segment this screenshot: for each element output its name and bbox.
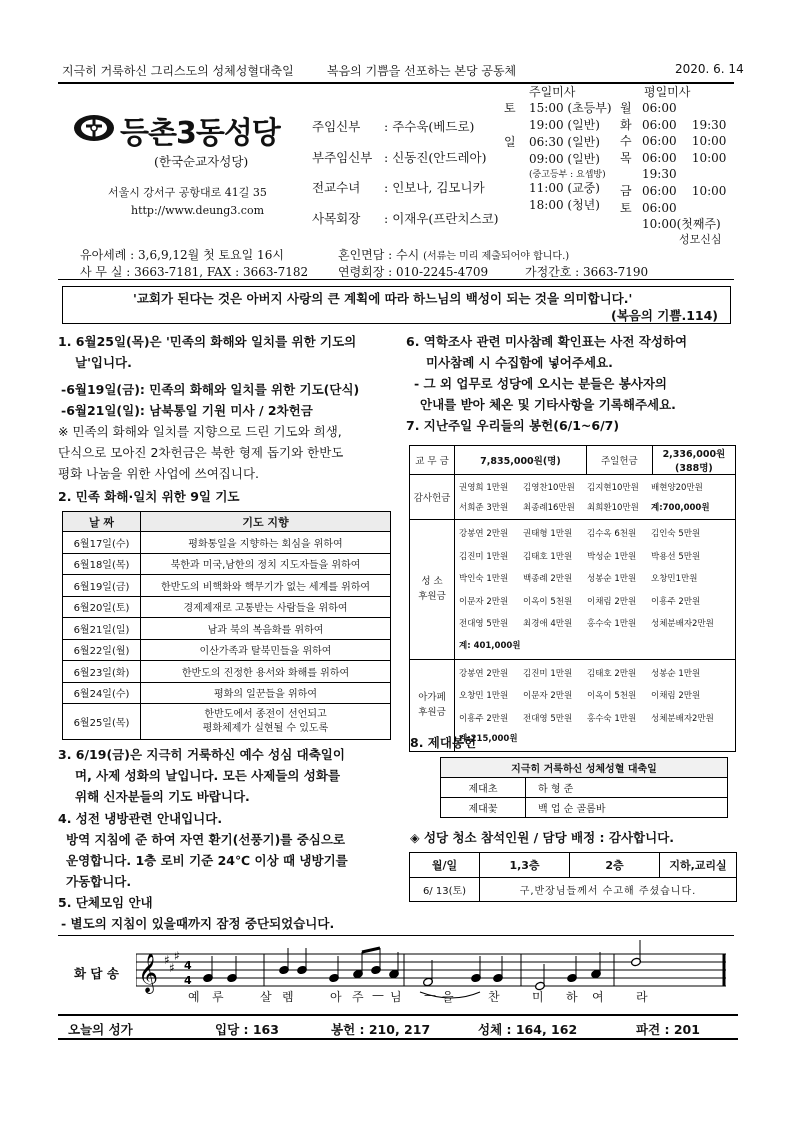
seong-label-2: 후원금: [418, 591, 446, 603]
prayer-table: [62, 511, 391, 740]
prayer-intention: 북한과 미국,남한의 정치 지도자들을 위하여: [141, 553, 391, 575]
offering-entry: 이옥이 5천원: [587, 691, 637, 702]
offering-entry: 성체분배자2만원: [651, 619, 714, 630]
offering-entry: 이채림 2만원: [651, 691, 701, 702]
agape-list: [459, 662, 731, 730]
weekday-day: 월: [620, 101, 632, 115]
time-sig-top: 4: [184, 959, 192, 972]
notice-4c: 가동합니다.: [66, 874, 132, 889]
quote-box: [62, 286, 731, 324]
weekday-mass-row: [620, 133, 726, 150]
offering-entry: 성체분배자2만원: [651, 713, 714, 724]
altar-row-1-value: 하 형 준: [526, 778, 728, 798]
offering-row: [459, 497, 731, 517]
prayer-intention: 이산가족과 탈북민들을 위하여: [141, 639, 391, 661]
staff-council: 사목회장 : 이재우(프란치스코): [312, 210, 499, 226]
prayer-date: 6월21일(일): [63, 618, 141, 640]
cleaning-title: ◈ 성당 청소 참석인원 / 담당 배정 : 감사합니다.: [410, 830, 675, 845]
weekday-day: 목: [620, 150, 632, 165]
weekday-times: 19:30: [642, 167, 677, 181]
header-date: 2020. 6. 14: [675, 62, 744, 76]
contact-league: 연령회장 : 010-2245-4709: [338, 265, 489, 279]
contact-marriage: 혼인면담 : 수시 (서류는 미리 제출되어야 합니다.): [338, 248, 570, 262]
cleaning-table: [409, 852, 737, 902]
weekday-mass-list: [620, 100, 726, 233]
offering-entry: 박성순 1만원: [587, 551, 637, 562]
prayer-date: 6월20일(토): [63, 596, 141, 618]
lyric-syllable: 님: [390, 990, 403, 1004]
hymn-offertory: 봉헌 : 210, 217: [331, 1022, 431, 1037]
notice-6c: - 그 외 업무로 성당에 오시는 분들은 봉사자의: [414, 376, 668, 391]
lyric-syllable: 여: [592, 990, 605, 1004]
clean-header-13: 1,3층: [480, 853, 570, 878]
lyric-syllable: 살: [260, 990, 273, 1004]
agape-total: 계:215,000원: [459, 734, 518, 744]
parish-address: 서울시 강서구 공항대로 41길 35: [108, 186, 267, 199]
lyric-syllable: 라: [636, 990, 649, 1004]
lyric-syllable: 아: [330, 990, 343, 1004]
altar-table: [440, 757, 728, 818]
clean-text: 구,반장님들께서 수고해 주셨습니다.: [480, 878, 737, 902]
prayer-intention: 평화의 일꾼들을 위하여: [141, 682, 391, 704]
contact-office: 사 무 실 : 3663-7181, FAX : 3663-7182: [80, 265, 309, 279]
notice-6d: 안내를 받아 체온 및 기타사항을 기록해주세요.: [420, 397, 676, 412]
weekday-mass-row: [620, 150, 726, 167]
offering-entry: 김태호 2만원: [587, 668, 637, 679]
sat-mass-1: 15:00 (초등부): [529, 101, 612, 115]
clean-header-basement: 지하,교리실: [660, 853, 737, 878]
offering-entry: 최종례16만원: [523, 503, 575, 513]
offering-entry: 서희준 3만원: [459, 503, 509, 513]
sun-mass-3: (중고등부 : 요셉방): [529, 170, 606, 180]
prayer-row: [63, 575, 391, 597]
weekday-times: 06:00: [642, 200, 677, 215]
weekday-day: 수: [620, 134, 632, 148]
notice-3b: 며, 사제 성화의 날입니다. 모든 사제들의 성화를: [75, 768, 341, 783]
prayer-row: [63, 596, 391, 618]
seong-list: [459, 522, 731, 635]
weekday-times: 06:00 19:30: [642, 117, 727, 132]
prayer-last-line-1: 한반도에서 종전이 선언되고: [204, 708, 327, 720]
thanks-label: 감사헌금: [410, 475, 455, 520]
lyric-syllable: 렘: [282, 990, 295, 1004]
prayer-intention: 한반도의 비핵화와 핵무기가 없는 세계를 위하여: [141, 575, 391, 597]
notice-5a: - 별도의 지침이 있을때까지 잠정 중단되었습니다.: [61, 916, 335, 931]
hymns-title: 오늘의 성가: [68, 1022, 133, 1037]
offering-entry: 성봉순 1만원: [651, 668, 701, 679]
offering-entry: 김진미 1만원: [459, 551, 509, 562]
prayer-last-date: 6월25일(목): [63, 704, 141, 740]
altar-title: 지극히 거룩하신 성체성혈 대축일: [441, 758, 728, 778]
sharp-3-icon: ♯: [174, 949, 180, 963]
notice-1c: -6월19일(금): 민족의 화해와 일치를 위한 기도(단식): [61, 382, 360, 397]
altar-row-2-label: 제대꽃: [441, 798, 526, 818]
notice-3c: 위해 신자분들의 기도 바랍니다.: [75, 789, 250, 804]
offering-row: [459, 477, 731, 497]
offering-entry: 이흥주 2만원: [459, 713, 509, 724]
weekday-mass-title: 평일미사: [644, 85, 691, 99]
prayer-intention: 평화통일을 지향하는 회심을 위하여: [141, 532, 391, 554]
prayer-header-date: 날 짜: [63, 512, 141, 532]
sharp-1-icon: ♯: [164, 953, 170, 967]
clean-header-2: 2층: [570, 853, 660, 878]
header-motto-1: 지극히 거룩하신 그리스도의 성체성혈대축일: [62, 64, 294, 78]
sat-mass-2: 19:00 (일반): [529, 118, 600, 132]
parish-website[interactable]: http://www.deung3.com: [131, 204, 264, 217]
offering-entry: 강봉연 2만원: [459, 529, 509, 540]
parish-name: 등촌3동성당: [120, 116, 280, 151]
agape-label-1: 아가페: [418, 692, 446, 704]
offering-entry: 계:700,000원: [651, 503, 710, 513]
offering-entry: 김태호 1만원: [523, 551, 573, 562]
offering-entry: 김지현10만원: [587, 483, 639, 493]
offering-entry: 전대영 5만원: [523, 713, 573, 724]
right-column: [406, 331, 736, 436]
weekday-times: 06:00 10:00: [642, 184, 727, 198]
prayer-date: 6월22일(월): [63, 639, 141, 661]
lyric-syllable: 찬: [488, 990, 501, 1004]
weekday-mass-row: [620, 216, 726, 233]
notice-1d: -6월21일(일): 남북통일 기원 미사 / 2차헌금: [61, 403, 313, 418]
offering-entry: 강봉연 2만원: [459, 668, 509, 679]
offering-row: [459, 567, 731, 590]
contact-nurse: 가정간호 : 3663-7190: [525, 265, 649, 279]
sun-mass-2: 09:00 (일반): [529, 152, 600, 166]
weekday-mass-row: [620, 117, 726, 134]
sun-mass-4: 11:00 (교중): [529, 181, 600, 195]
song-lyrics: [136, 988, 732, 1004]
prayer-row: [63, 618, 391, 640]
offering-entry: 오창민1만원: [651, 574, 698, 585]
lyric-syllable: 주: [352, 990, 365, 1004]
weekday-day: 금: [620, 184, 632, 198]
offering-entry: 홍수숙 1만원: [587, 713, 637, 724]
note-beam: [362, 948, 380, 952]
prayer-intention: 한반도의 진정한 용서와 화해를 위하여: [141, 661, 391, 683]
offering-entry: 김진미 1만원: [523, 668, 573, 679]
header-motto-2: 복음의 기쁨을 선포하는 본당 공동체: [327, 64, 517, 78]
seong-label-1: 성 소: [421, 576, 443, 588]
time-sig-bottom: 4: [184, 974, 192, 987]
sat-day: 토: [504, 101, 516, 115]
hymn-communion: 성체 : 164, 162: [478, 1022, 578, 1037]
altar-row-1-label: 제대초: [441, 778, 526, 798]
offering-row: [459, 522, 731, 545]
adoration: 성모신심: [679, 233, 722, 246]
offering-entry: 권영희 1만원: [459, 483, 509, 493]
notice-5: 5. 단체모임 안내: [58, 895, 153, 910]
notice-4: 4. 성전 냉방관련 안내입니다.: [58, 811, 223, 826]
prayer-last-line-2: 평화체제가 실현될 수 있도록: [202, 722, 329, 734]
juil-label: 주일헌금: [586, 446, 652, 475]
offering-row: [459, 612, 731, 635]
lyric-syllable: 예: [188, 990, 201, 1004]
prayer-date: 6월18일(목): [63, 553, 141, 575]
offering-entry: 이문자 2만원: [523, 691, 573, 702]
hymns-bar: [58, 1014, 738, 1040]
offering-entry: 백종례 2만원: [523, 574, 573, 585]
hymn-dismissal: 파견 : 201: [636, 1022, 700, 1037]
offering-entry: 박용선 5만원: [651, 551, 701, 562]
notice-1e: ※ 민족의 화해와 일치를 지향으로 드린 기도와 희생,: [58, 424, 342, 439]
offering-entry: 이채림 2만원: [587, 596, 637, 607]
offering-entry: 김영찬10만원: [523, 483, 575, 493]
notice-3a: 3. 6/19(금)은 지극히 거룩하신 예수 성심 대축일이: [58, 747, 345, 762]
song-label: 화 답 송: [74, 966, 119, 981]
offering-row: [459, 590, 731, 613]
treble-clef-icon: 𝄞: [138, 953, 159, 993]
parish-subtitle: (한국순교자성당): [154, 154, 249, 169]
hymn-entrance: 입당 : 163: [215, 1022, 279, 1037]
notice-8: 8. 제대봉헌: [410, 735, 477, 750]
offering-entry: 성봉순 1만원: [587, 574, 637, 585]
offering-entry: 박인숙 1만원: [459, 574, 509, 585]
left-column-lower: [58, 744, 393, 934]
weekday-day: 화: [620, 117, 632, 132]
weekday-day: 토: [620, 200, 632, 215]
offering-row: [459, 662, 731, 685]
clean-date: 6/ 13(토): [410, 878, 480, 902]
prayer-intention: 남과 북의 복음화를 위하여: [141, 618, 391, 640]
lyric-syllable: 하: [566, 990, 579, 1004]
prayer-row: [63, 553, 391, 575]
seong-total: 계: 401,000원: [459, 640, 521, 651]
weekday-mass-row: [620, 200, 726, 217]
offering-entry: 권태형 1만원: [523, 529, 573, 540]
staff-list: [312, 112, 499, 234]
offering-entry: 최경애 4만원: [523, 619, 573, 630]
juil-value: 2,336,000원(388명): [652, 446, 735, 475]
notice-4a: 방역 지침에 준 하여 자연 환기(선풍기)를 중심으로: [66, 832, 346, 847]
notice-6a: 6. 역학조사 관련 미사참례 확인표는 사전 작성하여: [406, 334, 688, 349]
weekday-mass-row: [620, 166, 726, 183]
notice-1f: 단식으로 모아진 2차헌금은 북한 형제 돕기와 한반도: [58, 445, 344, 460]
notice-1a: 1. 6월25일(목)은 '민족의 화해와 일치를 위한 기도의: [58, 334, 357, 349]
offering-entry: 배현양20만원: [651, 483, 703, 493]
quote-source: (복음의 기쁨.114): [611, 308, 718, 323]
contact-baptism: 유아세례 : 3,6,9,12월 첫 토요일 16시: [80, 248, 284, 262]
kyomu-value: 7,835,000원(명): [455, 446, 587, 475]
weekday-times: 10:00(첫째주): [642, 217, 721, 231]
prayer-row: [63, 532, 391, 554]
left-column: [58, 331, 390, 507]
kyomu-label: 교 무 금: [410, 446, 455, 475]
lyric-syllable: 을: [442, 990, 455, 1004]
offering-row: [459, 707, 731, 730]
prayer-date: 6월24일(수): [63, 682, 141, 704]
weekday-times: 06:00 10:00: [642, 134, 727, 148]
notice-1g: 평화 나눔을 위한 사업에 쓰여집니다.: [58, 466, 259, 481]
sun-mass-5: 18:00 (청년): [529, 198, 600, 212]
prayer-header-intention: 기도 지향: [141, 512, 391, 532]
clean-header-date: 월/일: [410, 853, 480, 878]
prayer-intention: 경제제재로 고통받는 사람들을 위하여: [141, 596, 391, 618]
weekday-mass-row: [620, 100, 726, 117]
staff-assistant: 부주임신부 : 신동진(안드레아): [312, 149, 487, 165]
offering-entry: 김수옥 6천원: [587, 529, 637, 540]
sun-day: 일: [504, 135, 516, 149]
agape-label-2: 후원금: [418, 707, 446, 719]
lyric-syllable: —: [424, 988, 437, 1002]
offering-entry: 전대영 5만원: [459, 619, 509, 630]
sharp-2-icon: ♯: [169, 961, 175, 975]
parish-logo-icon: [72, 113, 116, 143]
notice-7: 7. 지난주일 우리들의 봉헌(6/1~6/7): [406, 418, 620, 433]
prayer-row: [63, 639, 391, 661]
prayer-date: 6월23일(화): [63, 661, 141, 683]
weekday-mass-row: [620, 183, 726, 200]
offering-entry: 이문자 2만원: [459, 596, 509, 607]
notice-6b: 미사참례 시 수집함에 넣어주세요.: [426, 355, 613, 370]
weekday-times: 06:00: [642, 101, 677, 115]
offering-entry: 이흥주 2만원: [651, 596, 701, 607]
offering-entry: 이옥이 5천원: [523, 596, 573, 607]
weekday-times: 06:00 10:00: [642, 150, 727, 165]
offering-row: [459, 684, 731, 707]
lyric-syllable: 루: [212, 990, 225, 1004]
staff-pastor: 주임신부 : 주수욱(베드로): [312, 119, 475, 134]
quote-text: '교회가 된다는 것은 아버지 사랑의 큰 계획에 따라 하느님의 백성이 되는 것을 의미합니다.': [133, 291, 633, 306]
altar-row-2-value: 백 업 순 골롬바: [526, 798, 728, 818]
prayer-date: 6월17일(수): [63, 532, 141, 554]
staff-sisters: 전교수녀 : 인보나, 김모니카: [312, 180, 485, 195]
offering-entry: 오창민 1만원: [459, 691, 509, 702]
notice-4b: 운영합니다. 1층 로비 기준 24℃ 이상 때 냉방기를: [66, 853, 348, 868]
offering-entry: 김인숙 5만원: [651, 529, 701, 540]
offering-entry: 홍수숙 1만원: [587, 619, 637, 630]
offering-table: [409, 445, 736, 752]
notice-2: 2. 민족 화해·일치 위한 9일 기도: [58, 489, 240, 504]
thanks-list: [459, 477, 731, 517]
lyric-syllable: 미: [532, 990, 545, 1004]
prayer-row: [63, 682, 391, 704]
lyric-syllable: —: [372, 988, 385, 1002]
sunday-mass-title: 주일미사: [529, 85, 576, 99]
prayer-date: 6월19일(금): [63, 575, 141, 597]
notice-1b: 날'입니다.: [75, 355, 132, 370]
offering-entry: 최희환10만원: [587, 503, 639, 513]
prayer-row: [63, 661, 391, 683]
sun-mass-1: 06:30 (일반): [529, 135, 600, 149]
offering-row: [459, 545, 731, 568]
